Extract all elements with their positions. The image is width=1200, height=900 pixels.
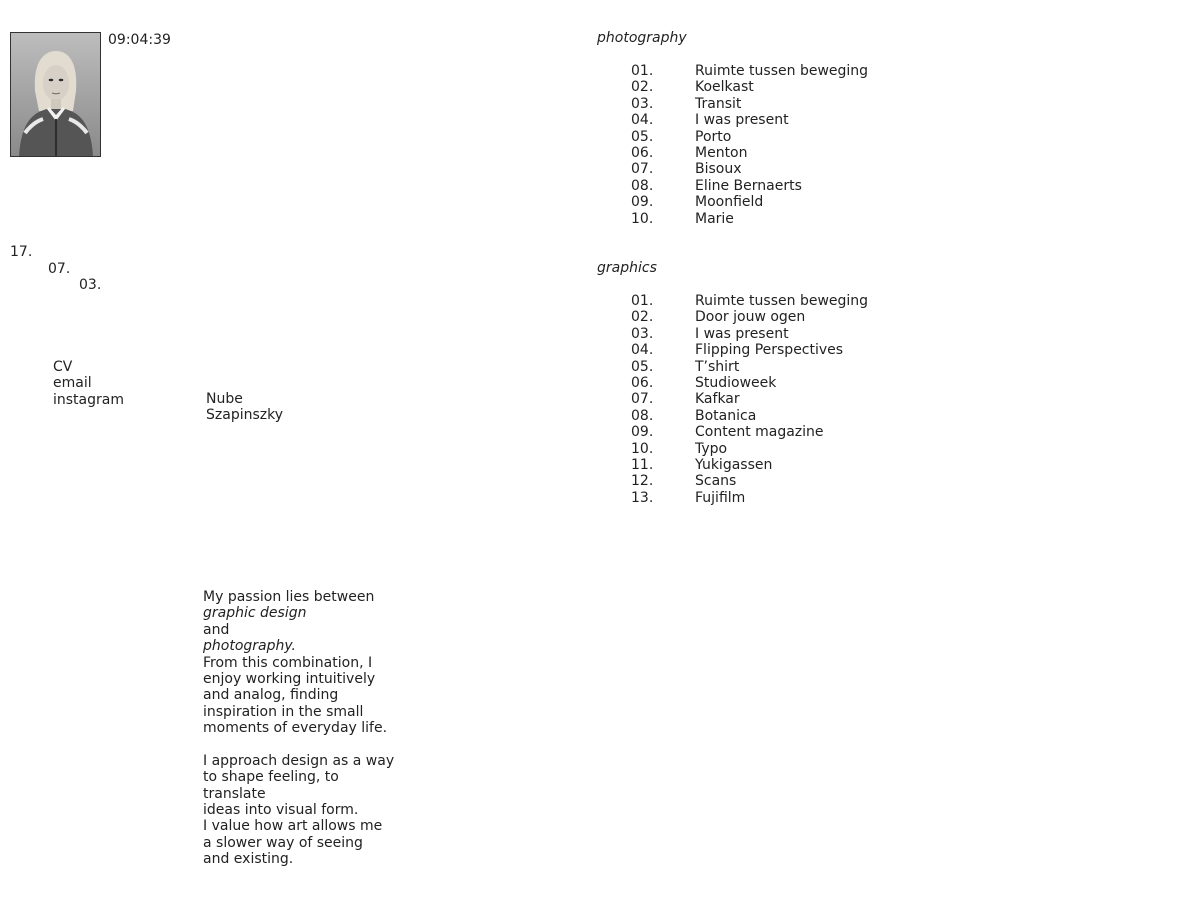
list-item[interactable] <box>631 408 868 424</box>
project-link[interactable]: Ruimte tussen beweging <box>695 293 869 309</box>
project-link[interactable]: Typo <box>695 440 728 457</box>
list-item[interactable] <box>631 129 868 145</box>
item-number: 06. <box>631 144 654 161</box>
project-link[interactable]: Eline Bernaerts <box>695 177 802 194</box>
item-number: 03. <box>631 325 654 342</box>
list-item[interactable] <box>631 309 868 325</box>
item-number: 09. <box>631 194 654 211</box>
contact-links <box>53 359 124 408</box>
item-number: 11. <box>631 456 654 473</box>
item-number: 09. <box>631 424 654 441</box>
item-number: 04. <box>631 342 654 359</box>
project-link[interactable]: Yukigassen <box>695 456 773 473</box>
bio-line: I approach design as a way <box>203 752 395 769</box>
list-item[interactable] <box>631 490 868 506</box>
project-link[interactable]: Scans <box>695 473 737 490</box>
date-month: 07. <box>48 261 71 277</box>
project-link[interactable]: Porto <box>695 128 732 145</box>
project-link[interactable]: Content magazine <box>695 424 824 441</box>
project-link[interactable]: Door jouw ogen <box>695 309 806 326</box>
item-number: 03. <box>631 95 654 112</box>
project-link[interactable]: Fujifilm <box>695 489 746 506</box>
email-link[interactable]: email <box>53 375 92 392</box>
list-item[interactable] <box>631 375 868 391</box>
item-number: 04. <box>631 112 654 129</box>
list-item[interactable] <box>631 96 868 112</box>
item-number: 02. <box>631 309 654 326</box>
project-link[interactable]: Botanica <box>695 407 757 424</box>
instagram-link[interactable]: instagram <box>53 391 124 408</box>
bio-line: ideas into visual form. <box>203 802 359 819</box>
bio-line: a slower way of seeing <box>203 834 363 851</box>
clock-time: 09:04:39 <box>108 32 171 48</box>
bio-line: translate <box>203 785 266 802</box>
project-link[interactable]: Bisoux <box>695 161 742 178</box>
project-link[interactable]: Koelkast <box>695 79 754 96</box>
author-name <box>206 391 283 424</box>
date-day: 17. <box>10 244 33 260</box>
project-link[interactable]: Moonfield <box>695 194 764 211</box>
bio-line: photography. <box>203 638 297 655</box>
bio-line: graphic design <box>203 605 307 622</box>
project-link[interactable]: Kafkar <box>695 391 740 408</box>
project-link[interactable]: Transit <box>695 95 742 112</box>
project-link[interactable]: T’shirt <box>695 358 740 375</box>
project-link[interactable]: I was present <box>695 325 789 342</box>
list-item[interactable] <box>631 391 868 407</box>
last-name: Szapinszky <box>206 407 283 424</box>
item-number: 01. <box>631 293 654 309</box>
portrait-image <box>11 33 100 156</box>
item-number: 08. <box>631 177 654 194</box>
item-number: 05. <box>631 128 654 145</box>
date-year: 03. <box>79 277 102 293</box>
item-number: 10. <box>631 210 654 227</box>
project-link[interactable]: Menton <box>695 144 748 161</box>
graphics-section-title: graphics <box>597 260 657 276</box>
bio-line: My passion lies between <box>203 589 375 605</box>
photography-section-title: photography <box>597 30 687 46</box>
list-item[interactable] <box>631 326 868 342</box>
bio-line: and <box>203 621 230 638</box>
list-item[interactable] <box>631 424 868 440</box>
list-item[interactable] <box>631 161 868 177</box>
list-item[interactable] <box>631 79 868 95</box>
photography-list <box>631 63 868 227</box>
list-item[interactable] <box>631 178 868 194</box>
item-number: 02. <box>631 79 654 96</box>
bio-text <box>203 589 393 868</box>
bio-line <box>203 737 393 753</box>
item-number: 07. <box>631 391 654 408</box>
list-item[interactable] <box>631 441 868 457</box>
first-name: Nube <box>206 391 243 407</box>
list-item[interactable] <box>631 342 868 358</box>
bio-line: enjoy working intuitively <box>203 670 376 687</box>
list-item[interactable] <box>631 145 868 161</box>
bio-line: and analog, finding <box>203 687 339 704</box>
list-item[interactable] <box>631 211 868 227</box>
list-item[interactable] <box>631 473 868 489</box>
cv-link[interactable]: CV <box>53 359 73 375</box>
item-number: 06. <box>631 374 654 391</box>
item-number: 10. <box>631 440 654 457</box>
bio-line: and existing. <box>203 851 294 868</box>
list-item[interactable] <box>631 359 868 375</box>
item-number: 13. <box>631 489 654 506</box>
list-item[interactable] <box>631 63 868 79</box>
bio-line: From this combination, I <box>203 654 373 671</box>
portrait-photo <box>10 32 101 157</box>
item-number: 12. <box>631 473 654 490</box>
bio-line: I value how art allows me <box>203 818 383 835</box>
bio-line: to shape feeling, to <box>203 769 339 786</box>
bio-line: inspiration in the small <box>203 703 364 720</box>
graphics-list <box>631 293 868 506</box>
list-item[interactable] <box>631 112 868 128</box>
list-item[interactable] <box>631 293 868 309</box>
item-number: 05. <box>631 358 654 375</box>
list-item[interactable] <box>631 457 868 473</box>
project-link[interactable]: Ruimte tussen beweging <box>695 63 869 79</box>
item-number: 01. <box>631 63 654 79</box>
item-number: 08. <box>631 407 654 424</box>
project-link[interactable]: Marie <box>695 210 734 227</box>
list-item[interactable] <box>631 194 868 210</box>
project-link[interactable]: Studioweek <box>695 374 777 391</box>
project-link[interactable]: Flipping Perspectives <box>695 342 844 359</box>
project-link[interactable]: I was present <box>695 112 789 129</box>
item-number: 07. <box>631 161 654 178</box>
bio-line: moments of everyday life. <box>203 720 388 737</box>
